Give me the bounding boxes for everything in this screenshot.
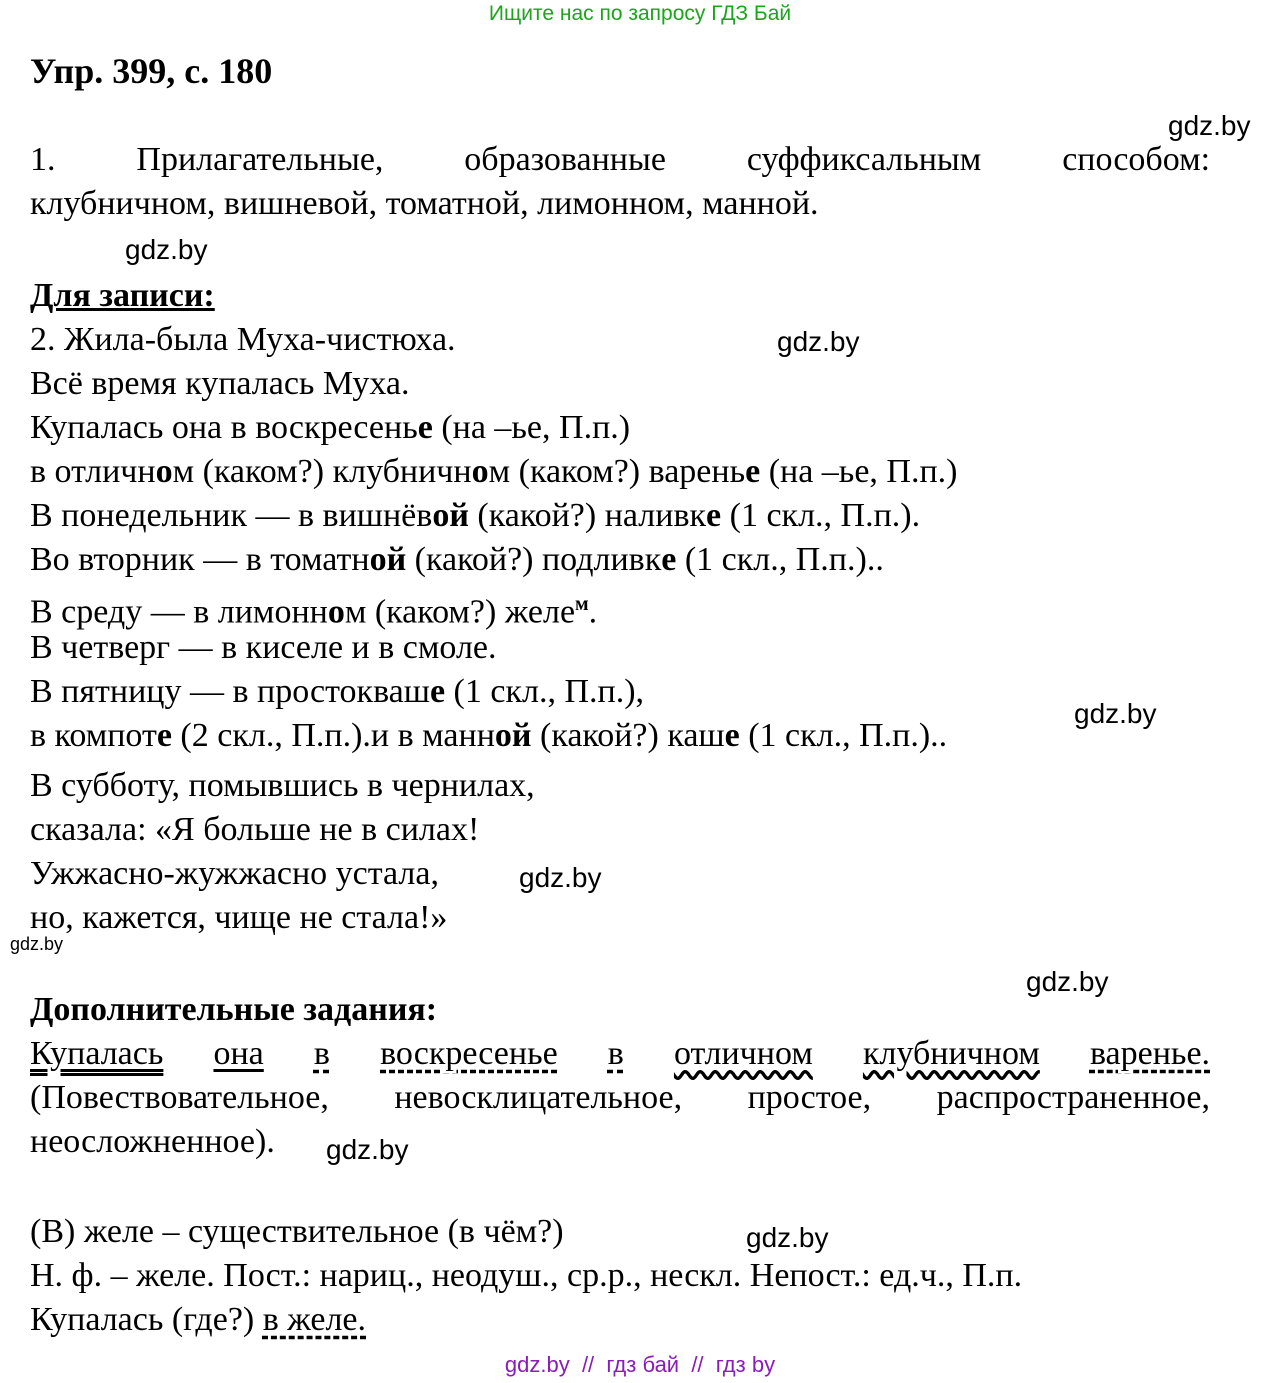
text: (2 скл., П.п.).и в манн	[171, 717, 495, 754]
ending: ой	[494, 717, 532, 754]
word: невосклицательное,	[394, 1079, 683, 1116]
text: в компот	[30, 717, 157, 754]
text: м (каком?) клубничн	[172, 453, 472, 490]
word: распространенное,	[936, 1079, 1210, 1116]
ending: е	[706, 497, 722, 534]
morph-line-3	[30, 1298, 366, 1342]
watermark: gdz.by	[10, 934, 64, 954]
text: (1 скл., П.п.)..	[739, 717, 948, 754]
adverbial: в	[607, 1035, 624, 1072]
ending: е	[429, 673, 446, 710]
object: варенье.	[1089, 1035, 1211, 1072]
poem-line-12: сказала: «Я больше не в силах!	[30, 811, 480, 848]
adverbial: воскресенье	[380, 1035, 558, 1072]
text: м (каком?) желе	[344, 593, 576, 631]
text: В пятницу — в простокваш	[30, 673, 430, 710]
ending: о	[471, 453, 489, 490]
ending: е	[745, 453, 761, 490]
poem-line-5	[30, 494, 920, 538]
extra-sentence	[30, 1032, 1210, 1076]
watermark: gdz.by	[746, 1222, 829, 1253]
attribute: отличном	[673, 1035, 813, 1072]
superscript: м	[575, 593, 589, 615]
text: Купалась она в воскресень	[30, 409, 418, 446]
record-header: Для записи:	[30, 277, 215, 314]
text: (какой?) каш	[531, 717, 725, 754]
watermark: gdz.by	[1074, 698, 1157, 729]
poem-line-8: В четверг — в киселе и в смоле.	[30, 629, 497, 666]
word: 1.	[30, 141, 56, 178]
watermark: gdz.by	[1026, 966, 1109, 997]
poem-line-9	[30, 670, 644, 714]
poem-line-11: В субботу, помывшись в чернилах,	[30, 767, 535, 804]
poem-line-14: но, кажется, чище не стала!»	[30, 899, 448, 936]
watermark: gdz.by	[1168, 110, 1251, 141]
text: Во вторник — в томатн	[30, 541, 370, 578]
text: (на –ье, П.п.)	[432, 409, 631, 446]
poem-line-6	[30, 538, 884, 582]
ending: е	[156, 717, 172, 754]
part1-line2: клубничном, вишневой, томатной, лимонном, манной.	[30, 185, 819, 222]
extra-header: Дополнительные задания:	[30, 991, 438, 1028]
word: Прилагательные,	[136, 141, 384, 178]
ending: е	[661, 541, 677, 578]
ending: о	[327, 593, 345, 631]
word: образованные	[464, 141, 666, 178]
text: .	[588, 593, 598, 631]
poem-line-13: Ужжасно-жужжасно устала,	[30, 855, 439, 892]
text: (1 скл., П.п.)..	[676, 541, 884, 578]
poem-line-3	[30, 406, 630, 450]
ending: е	[724, 717, 740, 754]
adverbial: в	[313, 1035, 330, 1072]
text: Купалась (где?)	[30, 1301, 263, 1338]
extra-desc-line2: неосложненное).	[30, 1123, 275, 1160]
part1-line1	[30, 138, 1210, 182]
poem-line-4	[30, 450, 957, 494]
ending: ой	[369, 541, 407, 578]
watermark: gdz.by	[125, 234, 208, 265]
watermark: gdz.by	[777, 326, 860, 357]
predicate: Купалась	[30, 1035, 164, 1072]
morph-line-1: (В) желе – существительное (в чём?)	[30, 1213, 564, 1250]
text: В понедельник — в вишнёв	[30, 497, 433, 534]
extra-desc-line1	[30, 1076, 1210, 1120]
text: в отличн	[30, 453, 156, 490]
text: (какой?) наливк	[468, 497, 707, 534]
text: В среду — в лимонн	[30, 593, 328, 631]
attribute: клубничном	[862, 1035, 1040, 1072]
word: (Повествовательное,	[30, 1079, 329, 1116]
text: (какой?) подливк	[406, 541, 662, 578]
poem-line-2: Всё время купалась Муха.	[30, 365, 410, 402]
poem-line-10	[30, 714, 947, 758]
footer: gdz.by // гдз бай // гдз by	[504, 1352, 776, 1377]
ending: о	[155, 453, 173, 490]
poem-line-1: 2. Жила-была Муха-чистюха.	[30, 321, 456, 358]
underlined-phrase: в желе.	[262, 1301, 366, 1338]
top-banner: Ищите нас по запросу ГДЗ Бай	[488, 2, 792, 25]
text: (1 скл., П.п.).	[721, 497, 921, 534]
word: суффиксальным	[746, 141, 982, 178]
word: способом:	[1062, 141, 1211, 178]
watermark: gdz.by	[326, 1134, 409, 1165]
watermark: gdz.by	[519, 862, 602, 893]
ending: ой	[432, 497, 469, 534]
morph-line-2: Н. ф. – желе. Пост.: нариц., неодуш., ср.р., нескл. Непост.: ед.ч., П.п.	[30, 1257, 1023, 1294]
text: (на –ье, П.п.)	[760, 453, 958, 490]
text: (1 скл., П.п.),	[445, 673, 645, 710]
page-title: Упр. 399, с. 180	[30, 51, 273, 91]
ending: е	[417, 409, 433, 446]
subject: она	[213, 1035, 264, 1072]
word: простое,	[747, 1079, 872, 1116]
text: м (каком?) варень	[488, 453, 746, 490]
